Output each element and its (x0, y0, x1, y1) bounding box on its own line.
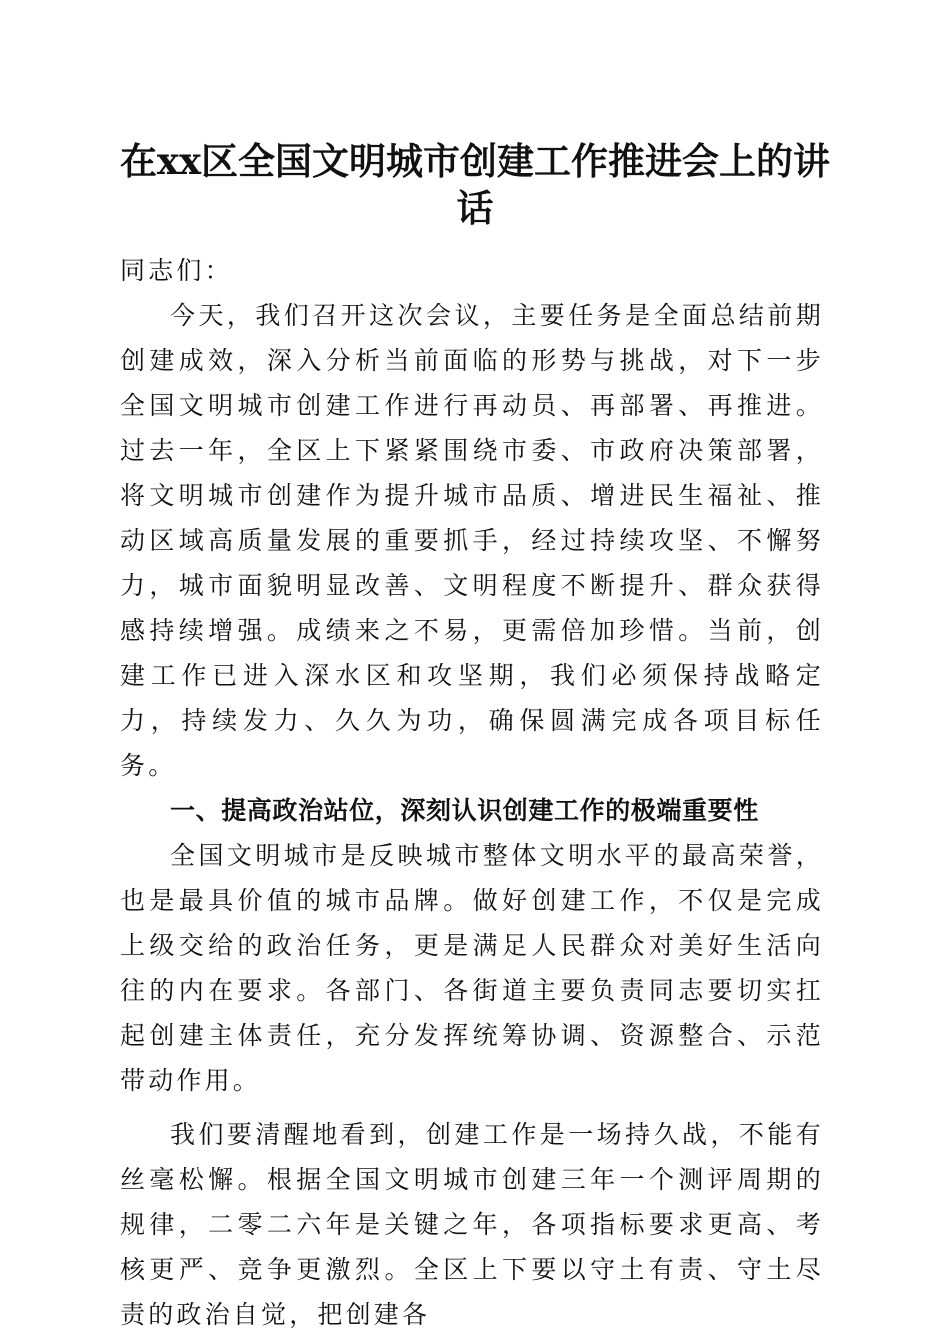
paragraph-section-1-continued: 我们要清醒地看到，创建工作是一场持久战，不能有丝毫松懈。根据全国文明城市创建三年一个测评周期的规律，二零二六年是关键之年，各项指标要求更高、考核更严、竞争更激烈。全区上下要以守土有责、守土尽责的政治自觉，把创建各 (120, 1120, 824, 1329)
section-heading-1: 一、提高政治站位，深刻认识创建工作的极端重要性 (170, 796, 759, 825)
salutation: 同志们： (120, 256, 233, 285)
document-title: 在xx区全国文明城市创建工作推进会上的讲话 (119, 139, 831, 230)
document-body (120, 248, 824, 1337)
paragraph-section-1: 全国文明城市是反映城市整体文明水平的最高荣誉，也是最具价值的城市品牌。做好创建工作，不仅是完成上级交给的政治任务，更是满足人民群众对美好生活向往的内在要求。各部门、各街道主要负责同志要切实扛起创建主体责任，充分发挥统筹协调、资源整合、示范带动作用。 (120, 841, 824, 1095)
paragraph-intro: 今天，我们召开这次会议，主要任务是全面总结前期创建成效，深入分析当前面临的形势与挑战，对下一步全国文明城市创建工作进行再动员、再部署、再推进。过去一年，全区上下紧紧围绕市委、市政府决策部署，将文明城市创建作为提升城市品质、增进民生福祉、推动区域高质量发展的重要抓手，经过持续攻坚、不懈努力，城市面貌明显改善、文明程度不断提升、群众获得感持续增强。成绩来之不易，更需倍加珍惜。当前，创建工作已进入深水区和攻坚期，我们必须保持战略定力，持续发力、久久为功，确保圆满完成各项目标任务。 (120, 301, 824, 780)
